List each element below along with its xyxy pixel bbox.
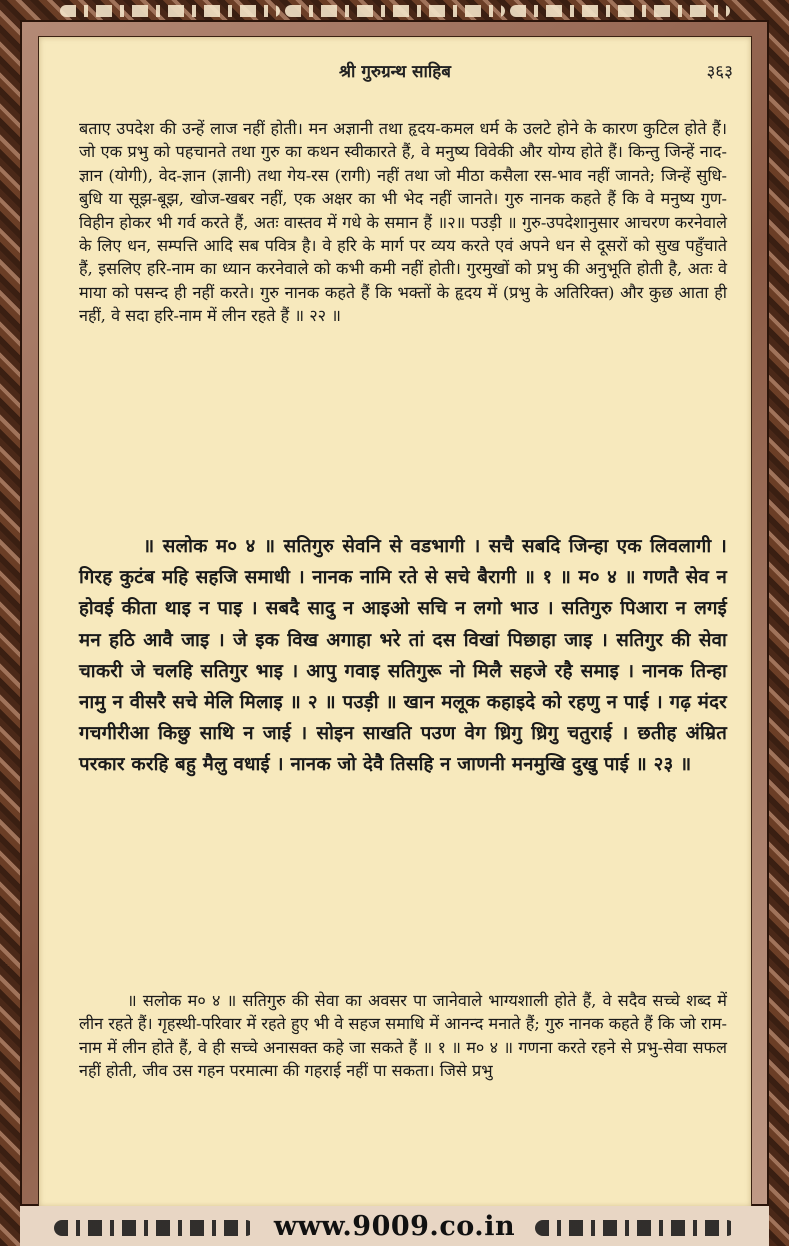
page-header (39, 59, 751, 89)
scripture-page (38, 36, 752, 1208)
frame-ornament-top-right (510, 5, 730, 17)
frame-ornament-top-center (285, 5, 505, 17)
gurbani-verse-block: ॥ सलोक म० ४ ॥ सतिगुरु सेवनि से वडभागी । सचै सबदि जिन्हा एक लिवलागी । गिरह कुटंब महि सहजि समाधी । नानक नामि रते से सचे बैरागी ॥ १ ॥ म० ४ ॥ गणतै सेव न होवई कीता थाइ न पाइ । सबदै सादु न आइओ सचि न लगो भाउ । सतिगुरु पिआरा न लगई मन हठि आवै जाइ । जे इक विख अगाहा भरे तां दस विखां पिछाहा जाइ । सतिगुर की सेवा चाकरी जे चलहि सतिगुर भाइ । आपु गवाइ सतिगुरू नो मिलै सहजे रहै समाइ । नानक तिन्हा नामु न वीसरै सचे मेलि मिलाइ ॥ २ ॥ पउड़ी ॥ खान मलूक कहाइदे को रहणु न पाई । गढ़ मंदर गचगीरीआ किछु साथि न जाई । सोइन साखति पउण वेग ध्रिगु ध्रिगु चतुराई । छतीह अंम्रित परकार करहि बहु मैलु वधाई । नानक जो देवै तिसहि न जाणनी मनमुखि दुखु पाई ॥ २३ ॥ (79, 536, 727, 776)
website-url[interactable]: www.9009.co.in (273, 1211, 516, 1242)
page-title: श्री गुरुग्रन्थ साहिब (338, 62, 452, 82)
frame-ornament-top-left (60, 5, 280, 17)
page-number: ३६३ (706, 62, 733, 82)
commentary-paragraph-2: ॥ सलोक म० ४ ॥ सतिगुरु की सेवा का अवसर पा जानेवाले भाग्यशाली होते हैं, वे सदैव सच्चे शब्द में लीन रहते हैं। गृहस्थी-परिवार में रहते हुए भी वे सहज समाधि में आनन्द मनाते हैं; गुरु नानक कहते हैं कि जो राम-नाम में लीन होते हैं, वे ही सच्चे अनासक्त कहे जा सकते हैं ॥ १ ॥ म० ४ ॥ गणना करते रहने से प्रभु-सेवा सफल नहीं होती, जीव उस गहन परमात्मा की गहराई नहीं पा सकता। जिसे प्रभु (79, 991, 727, 1081)
commentary-paragraph-1: बताए उपदेश की उन्हें लाज नहीं होती। मन अज्ञानी तथा हृदय-कमल धर्म के उलटे होने के कारण कुटिल होते हैं। जो एक प्रभु को पहचानते तथा गुरु का कथन स्वीकारते हैं, वे मनुष्य विवेकी और योग्य होते हैं। किन्तु जिन्हें नाद-ज्ञान (योगी), वेद-ज्ञान (ज्ञानी) तथा गेय-रस (रागी) नहीं तथा जो मीठा कसैला रस-भाव नहीं जानते; जिन्हें सुधि-बुधि या सूझ-बूझ, खोज-खबर नहीं, एक अक्षर का भी भेद नहीं जानते। गुरु नानक कहते हैं कि वे मनुष्य गुण-विहीन होकर भी गर्व करते हैं, अतः वास्तव में गधे के समान हैं ॥२॥ पउड़ी ॥ गुरु-उपदेशानुसार आचरण करनेवाले के लिए धन, सम्पत्ति आदि सब पवित्र है। वे हरि के मार्ग पर व्यय करते एवं अपने धन से दूसरों को सुख पहुँचाते हैं, इसलिए हरि-नाम का ध्यान करनेवाले को कभी कमी नहीं होती। गुरमुखों को प्रभु की अनुभूति होती है, अतः वे माया को पसन्द ही नहीं करते। गुरु नानक कहते हैं कि भक्तों के हृदय में (प्रभु के अतिरिक्त) और कुछ आता ही नहीं, वे सदा हरि-नाम में लीन रहते हैं ॥ २२ ॥ (79, 119, 727, 326)
footer-bar (20, 1206, 769, 1246)
